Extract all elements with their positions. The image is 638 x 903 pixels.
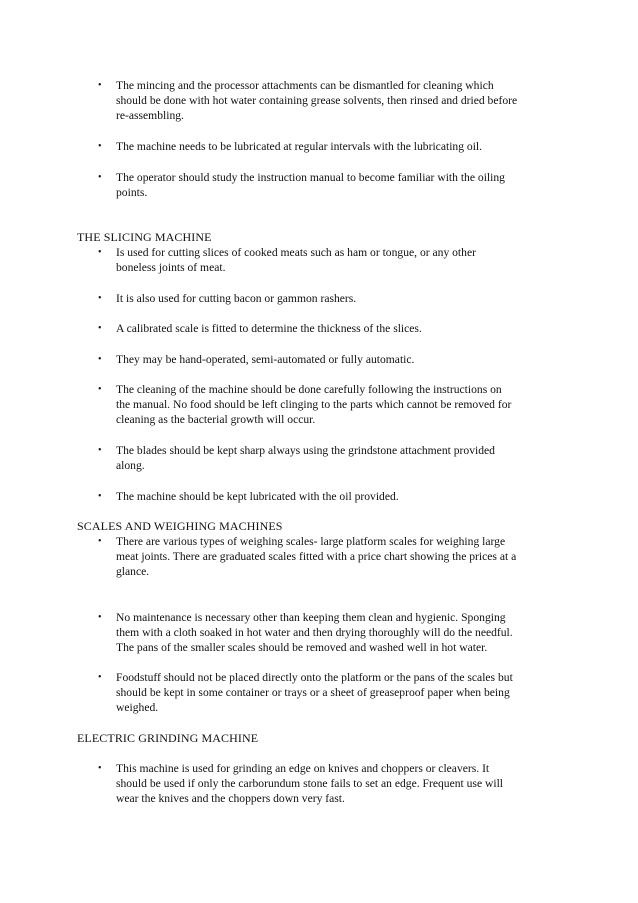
list-item-line: They may be hand-operated, semi-automated or fully automatic.: [116, 353, 415, 366]
list-item-line: should be kept in some container or trays or a sheet of greaseproof paper when being: [116, 686, 510, 700]
list-item-line: The cleaning of the machine should be done carefully following the instructions on: [116, 383, 502, 396]
list-item: [98, 139, 566, 154]
list-item: [98, 382, 566, 428]
bullet-icon: •: [98, 491, 102, 502]
bullet-icon: •: [98, 384, 102, 395]
list-item-line: them with a cloth soaked in hot water and then drying thoroughly will do the needful.: [116, 626, 513, 640]
list-item-line: meat joints. There are graduated scales fitted with a price chart showing the prices at a: [116, 550, 517, 564]
list-item-line: should be used if only the carborundum stone fails to set an edge. Frequent use will: [116, 777, 504, 791]
bullet-icon: •: [98, 172, 102, 183]
section-heading: SCALES AND WEIGHING MACHINES: [77, 519, 283, 533]
list-item-line: The operator should study the instruction manual to become familiar with the oiling: [116, 171, 505, 184]
list-item: [98, 534, 566, 580]
list-item-line: The blades should be kept sharp always using the grindstone attachment provided: [116, 444, 495, 457]
bullet-icon: •: [98, 247, 102, 258]
list-item: [98, 170, 566, 200]
list-item-line: A calibrated scale is fitted to determine the thickness of the slices.: [116, 322, 422, 335]
bullet-icon: •: [98, 536, 102, 547]
list-item-line: It is also used for cutting bacon or gammon rashers.: [116, 292, 357, 305]
bullet-icon: •: [98, 293, 102, 304]
section-heading: THE SLICING MACHINE: [77, 230, 212, 244]
list-item-line: The machine should be kept lubricated with the oil provided.: [116, 490, 399, 503]
list-item-line: cleaning as the bacterial growth will occur.: [116, 413, 316, 427]
list-item: [98, 443, 566, 473]
list-item-line: There are various types of weighing scales- large platform scales for weighing large: [116, 535, 506, 548]
list-item: [98, 245, 566, 275]
list-item: [98, 352, 566, 367]
list-item-line: the manual. No food should be left clinging to the parts which cannot be removed for: [116, 398, 512, 412]
list-item-line: should be done with hot water containing grease solvents, then rinsed and dried before: [116, 94, 518, 108]
list-item-line: wear the knives and the choppers down very fast.: [116, 792, 345, 806]
list-item-line: Is used for cutting slices of cooked meats such as ham or tongue, or any other: [116, 246, 476, 259]
list-item-line: No maintenance is necessary other than keeping them clean and hygienic. Sponging: [116, 611, 506, 624]
bullet-icon: •: [98, 141, 102, 152]
list-item: [98, 489, 566, 504]
bullet-icon: •: [98, 672, 102, 683]
list-item-line: glance.: [116, 565, 150, 579]
bullet-icon: •: [98, 612, 102, 623]
bullet-icon: •: [98, 445, 102, 456]
section-heading: ELECTRIC GRINDING MACHINE: [77, 731, 259, 745]
list-item-line: This machine is used for grinding an edge on knives and choppers or cleavers. It: [116, 762, 490, 775]
list-item-line: points.: [116, 186, 148, 200]
list-item: [98, 78, 566, 124]
list-item-line: The pans of the smaller scales should be removed and washed well in hot water.: [116, 641, 488, 655]
list-item: [98, 321, 566, 336]
bullet-icon: •: [98, 80, 102, 91]
list-item-line: weighed.: [116, 701, 159, 715]
bullet-icon: •: [98, 323, 102, 334]
list-item: [98, 761, 566, 807]
list-item: [98, 291, 566, 306]
list-item: [98, 670, 566, 716]
bullet-icon: •: [98, 763, 102, 774]
bullet-icon: •: [98, 354, 102, 365]
list-item-line: re-assembling.: [116, 109, 184, 123]
list-item-line: The machine needs to be lubricated at regular intervals with the lubricating oil.: [116, 140, 483, 153]
list-item-line: along.: [116, 459, 145, 473]
list-item-line: The mincing and the processor attachments can be dismantled for cleaning which: [116, 79, 494, 92]
list-item-line: boneless joints of meat.: [116, 261, 226, 275]
list-item: [98, 610, 566, 656]
list-item-line: Foodstuff should not be placed directly onto the platform or the pans of the scales but: [116, 671, 513, 684]
